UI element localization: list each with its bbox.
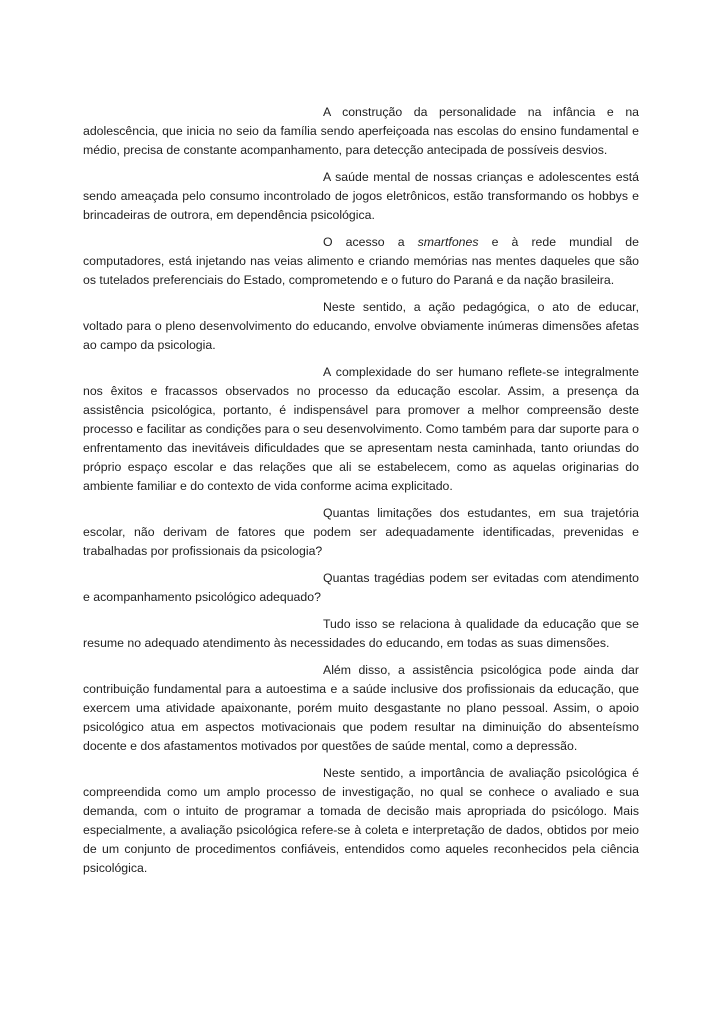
paragraph-text: A complexidade do ser humano reflete-se integralmente nos êxitos e fracassos observados no processo da educação escolar. Assim, a presença da assistência psicológica, portanto, é indispensável para promover a melhor compreensão deste processo e facilitar as condições para o seu desenvolvimento. Como também para dar suporte para o enfrentamento das inevitáveis dificuldades que se apresentam nesta caminhada, tanto oriundas do próprio espaço escolar e das relações que ali se estabelecem, como as aquelas originarias do ambiente familiar e do contexto de vida conforme acima explicitado. <box>83 365 639 493</box>
paragraph-pedagogical-action <box>83 298 639 355</box>
paragraph-mental-health <box>83 168 639 225</box>
emphasized-term: smartfones <box>417 235 479 249</box>
paragraph-text-continued: e à rede mundial de computadores, está injetando nas veias alimento e criando memórias nas mentes daqueles que são os tutelados preferenciais do Estado, comprometendo e o futuro do Paraná e da nação brasileira. <box>83 235 639 287</box>
paragraph-text: Além disso, a assistência psicológica pode ainda dar contribuição fundamental para a autoestima e a saúde inclusive dos profissionais da educação, que exercem uma atividade apaixonante, porém muito desgastante no plano pessoal. Assim, o apoio psicológico atua em aspectos motivacionais que podem resultar na diminuição do absenteísmo docente e dos afastamentos motivados por questões de saúde mental, como a depressão. <box>83 663 639 753</box>
paragraph-text: O acesso a <box>323 235 418 249</box>
paragraph-smartphone-access <box>83 233 639 290</box>
paragraph-professional-support <box>83 661 639 756</box>
paragraph-text: Neste sentido, a importância de avaliação psicológica é compreendida como um amplo processo de investigação, no qual se conhece o avaliado e sua demanda, com o intuito de programar a tomada de decisão mais apropriada do psicólogo. Mais especialmente, a avaliação psicológica refere-se à coleta e interpretação de dados, obtidos por meio de um conjunto de procedimentos confiáveis, entendidos como aqueles reconhecidos pela ciência psicológica. <box>83 766 639 875</box>
paragraph-tragedies-question <box>83 569 639 607</box>
paragraph-text: Quantas limitações dos estudantes, em sua trajetória escolar, não derivam de fatores que podem ser adequadamente identificadas, prevenidas e trabalhadas por profissionais da psicologia? <box>83 506 639 558</box>
document-body <box>83 103 639 886</box>
paragraph-text: Neste sentido, a ação pedagógica, o ato de educar, voltado para o pleno desenvolvimento do educando, envolve obviamente inúmeras dimensões afetas ao campo da psicologia. <box>83 300 639 352</box>
paragraph-text: A saúde mental de nossas crianças e adolescentes está sendo ameaçada pelo consumo incontrolado de jogos eletrônicos, estão transformando os hobbys e brincadeiras de outrora, em dependência psicológica. <box>83 170 639 222</box>
paragraph-education-quality <box>83 615 639 653</box>
paragraph-psychological-evaluation <box>83 764 639 878</box>
paragraph-personality-construction <box>83 103 639 160</box>
paragraph-text: Quantas tragédias podem ser evitadas com atendimento e acompanhamento psicológico adequado? <box>83 571 639 604</box>
paragraph-student-limitations <box>83 504 639 561</box>
paragraph-human-complexity <box>83 363 639 496</box>
paragraph-text: Tudo isso se relaciona à qualidade da educação que se resume no adequado atendimento às necessidades do educando, em todas as suas dimensões. <box>83 617 639 650</box>
paragraph-text: A construção da personalidade na infância e na adolescência, que inicia no seio da família sendo aperfeiçoada nas escolas do ensino fundamental e médio, precisa de constante acompanhamento, para detecção antecipada de possíveis desvios. <box>83 105 639 157</box>
